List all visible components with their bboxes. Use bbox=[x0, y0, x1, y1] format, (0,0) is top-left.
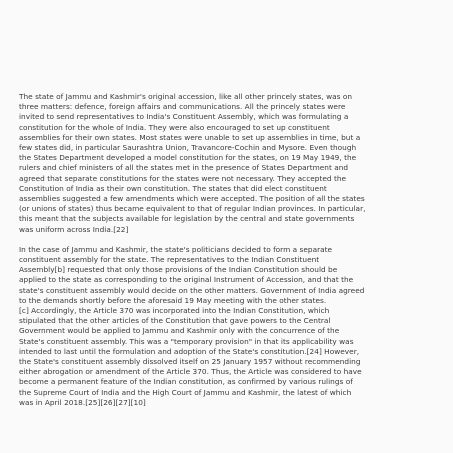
paragraph-accession: The state of Jammu and Kashmir's original accession, like all other princely states, was on three matters: defence, foreign affairs and communications. All the princely states were invited to send representatives to India's Constituent Assembly, which was formulating a constitution for the whole of India. They were also encouraged to set up constituent assemblies for their own states. Most states were unable to set up assemblies in time, but a few states did, in particular Saurashtra Union, Travancore-Cochin and Mysore. Even though the States Department developed a model constitution for the states, on 19 May 1949, the rulers and chief ministers of all the states met in the presence of States Department and agreed that separate constitutions for the states were not necessary. They accepted the Constitution of India as their own constitution. The states that did elect constituent assemblies suggested a few amendments which were accepted. The position of all the states (or unions of states) thus became equivalent to that of regular Indian provinces. In particular, this meant that the subjects available for legislation by the central and state governments was uniform across India.[22] bbox=[19, 92, 366, 234]
document-body bbox=[19, 92, 445, 408]
paragraph-jammu-kashmir-assembly: In the case of Jammu and Kashmir, the state's politicians decided to form a separate constituent assembly for the state. The representatives to the Indian Constituent Assembly[b] requested that only those provisions of the Indian Constitution should be applied to the state as corresponding to the original Instrument of Accession, and that the state's constituent assembly would decide on the other matters. Government of India agreed to the demands shortly before the aforesaid 19 May meeting with the other states. [c] Accordingly, the Article 370 was incorporated into the Indian Constitution, which stipulated that the other articles of the Constitution that gave powers to the Central Government would be applied to Jammu and Kashmir only with the concurrence of the State's constituent assembly. This was a "temporary provision" in that its applicability was intended to last until the formulation and adoption of the State's constitution.[24] However, the State's constituent assembly dissolved itself on 25 January 1957 without recommending either abrogation or amendment of the Article 370. Thus, the Article was considered to have become a permanent feature of the Indian constitution, as confirmed by various rulings of the Supreme Court of India and the High Court of Jammu and Kashmir, the latest of which was in April 2018.[25][26][27][10] bbox=[19, 244, 365, 407]
